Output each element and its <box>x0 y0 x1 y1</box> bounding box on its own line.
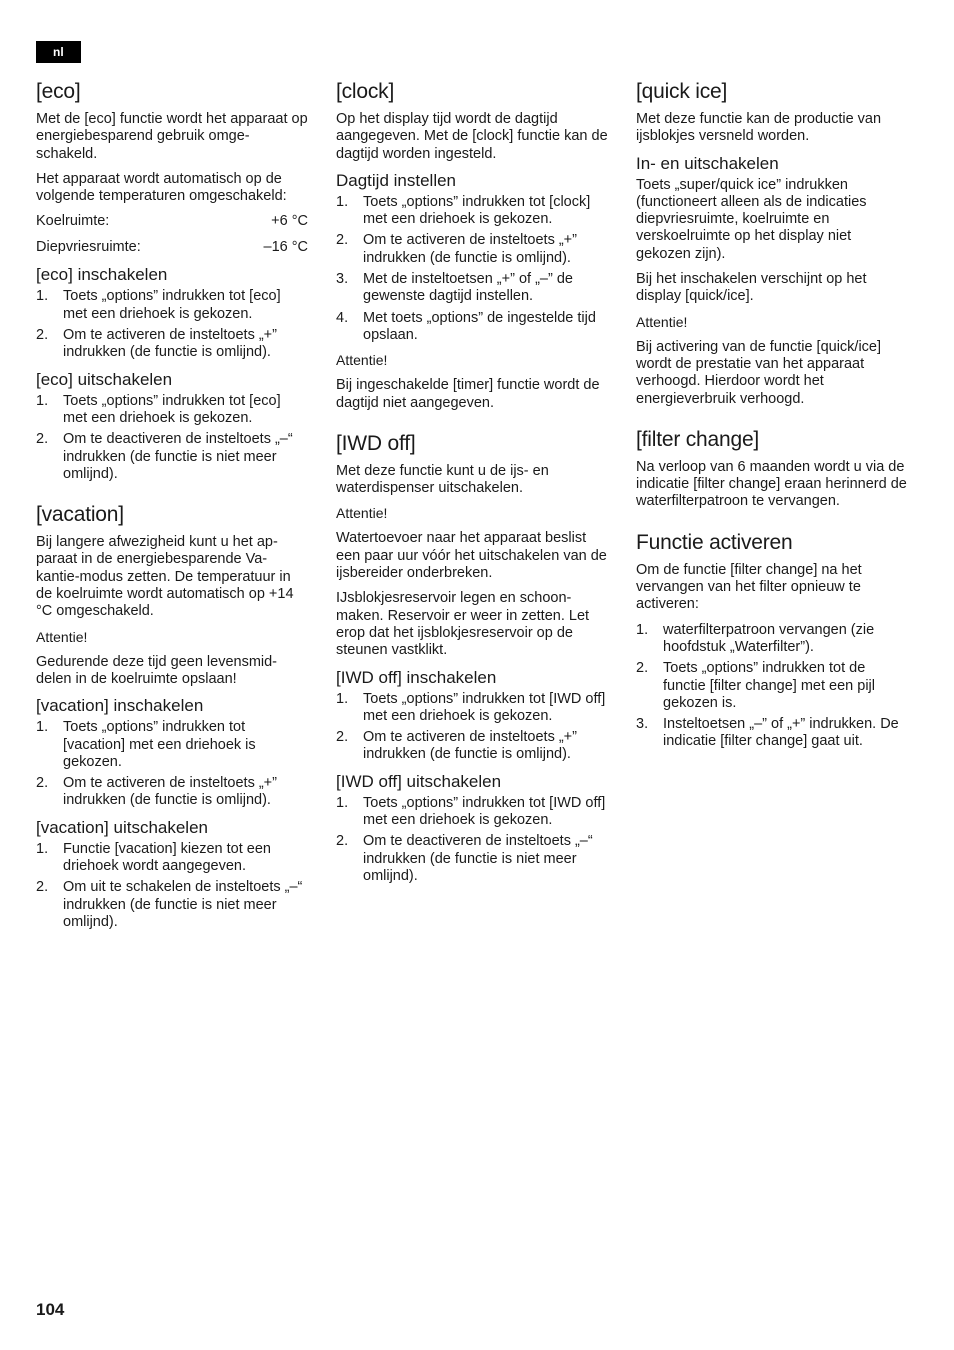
iwd-off-steps <box>336 795 608 885</box>
step-number: 3. <box>636 716 649 733</box>
koelruimte-label: Koelruimte: <box>36 213 110 230</box>
step-number: 3. <box>336 271 349 288</box>
step-number: 2. <box>36 879 49 896</box>
vacation-off-heading: [vacation] uitschakelen <box>36 817 208 837</box>
list-item <box>36 775 308 810</box>
language-tab: nl <box>36 41 81 63</box>
step-number: 1. <box>36 719 49 736</box>
list-item <box>636 660 908 712</box>
step-number: 2. <box>36 431 49 448</box>
step-text: Toets „options” indrukken tot [IWD off] met een driehoek is gekozen. <box>363 690 606 724</box>
iwd-reservoir-note: IJsblokjesreservoir legen en schoon-maken. Reservoir er weer in zetten. Let erop dat het ijsblokjesreservoir op de steunen vastklikt. <box>336 590 590 659</box>
list-item <box>36 841 308 876</box>
list-item <box>336 232 608 267</box>
step-text: waterfilterpatroon vervangen (zie hoofdstuk „Waterfilter”). <box>663 621 875 655</box>
step-text: Om te activeren de insteltoets „+” indrukken (de functie is omlijnd). <box>63 775 277 809</box>
step-text: Toets „options” indrukken tot [IWD off] met een driehoek is gekozen. <box>363 794 606 829</box>
vacation-heading: [vacation] <box>36 503 124 527</box>
eco-off-steps <box>36 393 308 483</box>
step-number: 2. <box>36 775 49 792</box>
page-number: 104 <box>36 1300 65 1319</box>
step-number: 2. <box>336 729 349 746</box>
step-text: Met de insteltoetsen „+” of „–” de gewenste dagtijd instellen. <box>363 271 573 305</box>
step-text: Om uit te schakelen de insteltoets „–“ indrukken (de functie is niet meer omlijnd). <box>63 879 303 930</box>
step-text: Toets „options” indrukken tot [eco] met een driehoek is gekozen. <box>63 288 281 322</box>
list-item <box>36 879 308 931</box>
iwd-off-heading: [IWD off] uitschakelen <box>336 771 502 791</box>
iwd-intro: Met deze functie kunt u de ijs- en waterdispenser uitschakelen. <box>336 462 549 497</box>
quick-ice-heading: [quick ice] <box>636 80 728 103</box>
step-number: 1. <box>636 621 649 638</box>
vacation-attention: Attentie! <box>36 628 88 645</box>
list-item <box>336 271 608 306</box>
column-1 <box>36 78 308 939</box>
step-text: Toets „options” indrukken tot de functie [filter change] met een pijl gekozen is. <box>663 660 875 711</box>
step-number: 2. <box>636 660 649 677</box>
list-item <box>636 622 908 657</box>
iwd-warning: Watertoevoer naar het apparaat beslist een paar uur vóór het uitschakelen van de ijsbereider onderbreken. <box>336 530 607 582</box>
eco-temperatures-intro: Het apparaat wordt automatisch op de volgende temperaturen omgeschakeld: <box>36 170 287 205</box>
iwd-on-heading: [IWD off] inschakelen <box>336 667 497 687</box>
step-text: Om te deactiveren de insteltoets „–“ indrukken (de functie is niet meer omlijnd). <box>63 431 293 482</box>
list-item <box>336 795 608 830</box>
clock-steps <box>336 194 608 344</box>
clock-heading: [clock] <box>336 80 395 103</box>
iwd-on-steps <box>336 691 608 764</box>
quick-ice-instructions: Toets „super/quick ice” indrukken (functioneert alleen als de indicaties diepvriesruimte, koelruimte en verskoelruimte op het display niet gekozen zijn). <box>636 176 867 262</box>
activate-intro: Om de functie [filter change] na het vervangen van het filter opnieuw te activeren: <box>636 561 862 613</box>
vacation-on-steps <box>36 719 308 809</box>
step-number: 1. <box>36 392 49 409</box>
step-text: Toets „options” indrukken tot [eco] met een driehoek is gekozen. <box>63 392 281 426</box>
vacation-intro: Bij langere afwezigheid kunt u het ap-paraat in de energiebesparende Va-kantie-modus zetten. De temperatuur in de koelruimte wordt automatisch op +14 °C omgeschakeld. <box>36 534 294 620</box>
step-text: Om te deactiveren de insteltoets „–“ indrukken (de functie is niet meer omlijnd). <box>363 833 593 884</box>
step-number: 2. <box>336 232 349 249</box>
step-number: 1. <box>36 840 49 857</box>
step-text: Toets „options” indrukken tot [clock] met een driehoek is gekozen. <box>363 193 591 228</box>
quick-ice-toggle-heading: In- en uitschakelen <box>636 153 779 173</box>
list-item <box>36 719 308 771</box>
iwd-attention: Attentie! <box>336 505 388 522</box>
step-text: Om te activeren de insteltoets „+” indrukken (de functie is omlijnd). <box>63 327 277 361</box>
list-item <box>36 327 308 362</box>
step-number: 1. <box>336 794 349 811</box>
step-text: Met toets „options” de ingestelde tijd opslaan. <box>363 309 596 343</box>
step-number: 1. <box>336 690 349 707</box>
diepvriesruimte-label: Diepvriesruimte: <box>36 239 141 256</box>
list-item <box>36 431 308 483</box>
list-item <box>336 310 608 345</box>
eco-off-heading: [eco] uitschakelen <box>36 369 173 389</box>
eco-on-heading: [eco] inschakelen <box>36 265 168 285</box>
clock-note: Bij ingeschakelde [timer] functie wordt de dagtijd niet aangegeven. <box>336 377 600 411</box>
diepvriesruimte-value: –16 °C <box>263 239 308 256</box>
list-item <box>336 194 608 229</box>
filter-change-heading: [filter change] <box>636 427 760 451</box>
clock-attention: Attentie! <box>336 352 388 369</box>
step-number: 4. <box>336 309 349 326</box>
koelruimte-value: +6 °C <box>271 213 308 230</box>
eco-heading: [eco] <box>36 80 81 103</box>
step-text: Functie [vacation] kiezen tot een driehoek wordt aangegeven. <box>63 840 271 875</box>
vacation-warning: Gedurende deze tijd geen levensmid-delen in de koelruimte opslaan! <box>36 653 278 687</box>
column-2 <box>336 78 608 893</box>
clock-intro: Op het display tijd wordt de dagtijd aangegeven. Met de [clock] functie kan de dagtijd worden ingesteld. <box>336 111 608 162</box>
diepvriesruimte-row <box>36 239 308 256</box>
quick-ice-display-note: Bij het inschakelen verschijnt op het display [quick/ice]. <box>636 271 867 305</box>
activate-heading: Functie activeren <box>636 530 793 554</box>
step-number: 1. <box>336 193 349 210</box>
vacation-off-steps <box>36 841 308 931</box>
koelruimte-row <box>36 213 308 230</box>
quick-ice-warning: Bij activering van de functie [quick/ice] wordt de prestatie van het apparaat verhoogd. Hierdoor wordt het energieverbruik verhoogd. <box>636 338 882 407</box>
list-item <box>336 833 608 885</box>
list-item <box>36 393 308 428</box>
vacation-on-heading: [vacation] inschakelen <box>36 696 204 716</box>
quick-ice-intro: Met deze functie kan de productie van ijsblokjes versneld worden. <box>636 111 882 145</box>
activate-steps <box>636 622 908 751</box>
list-item <box>636 716 908 751</box>
step-number: 1. <box>36 288 49 305</box>
step-text: Toets „options” indrukken tot [vacation] met een driehoek is gekozen. <box>63 719 256 770</box>
filter-change-intro: Na verloop van 6 maanden wordt u via de indicatie [filter change] eraan herinnerd de waterfilterpatroon te vervangen. <box>636 458 907 510</box>
eco-intro: Met de [eco] functie wordt het apparaat op energiebesparend gebruik omge-schakeld. <box>36 111 308 162</box>
column-3 <box>636 78 908 759</box>
step-number: 2. <box>336 833 349 850</box>
quick-ice-attention: Attentie! <box>636 313 688 330</box>
iwd-heading: [IWD off] <box>336 431 416 455</box>
list-item <box>336 729 608 764</box>
list-item <box>336 691 608 726</box>
list-item <box>36 288 308 323</box>
step-text: Om te activeren de insteltoets „+” indrukken (de functie is omlijnd). <box>363 232 577 266</box>
step-text: Om te activeren de insteltoets „+” indrukken (de functie is omlijnd). <box>363 729 577 763</box>
clock-set-heading: Dagtijd instellen <box>336 170 457 190</box>
eco-on-steps <box>36 288 308 361</box>
step-number: 2. <box>36 327 49 344</box>
step-text: Insteltoetsen „–” of „+” indrukken. De indicatie [filter change] gaat uit. <box>663 716 899 750</box>
